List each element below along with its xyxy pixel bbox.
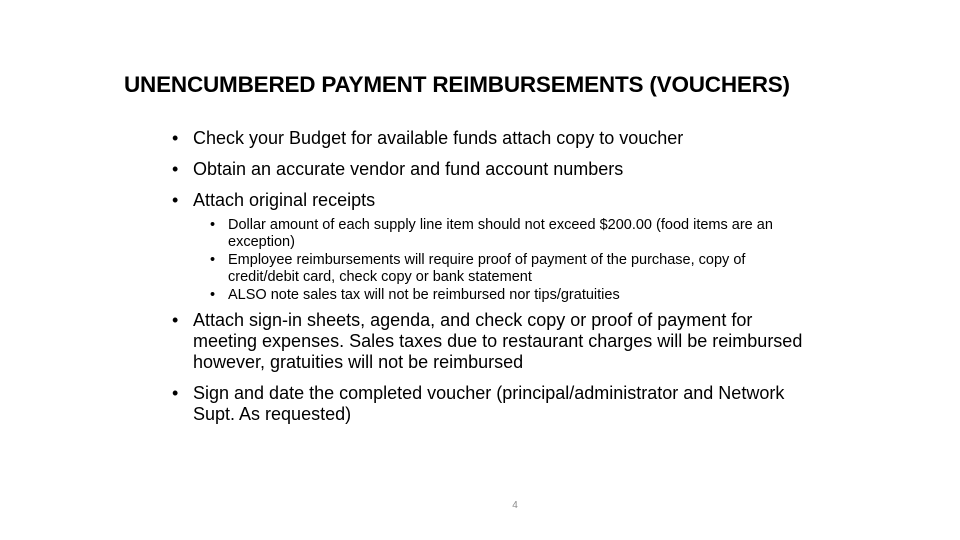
bullet-item: • Obtain an accurate vendor and fund account numbers bbox=[172, 159, 812, 180]
bullet-item: • Sign and date the completed voucher (principal/administrator and Network Supt. As requested) bbox=[172, 383, 812, 425]
page-number: 4 bbox=[512, 500, 518, 511]
sub-bullet-list bbox=[210, 217, 795, 304]
bullet-item: • Check your Budget for available funds attach copy to voucher bbox=[172, 128, 812, 149]
sub-bullet-item: • Dollar amount of each supply line item should not exceed $200.00 (food items are an exception) bbox=[210, 217, 795, 251]
sub-bullet-item: • ALSO note sales tax will not be reimbursed nor tips/gratuities bbox=[210, 287, 795, 304]
bullet-list bbox=[172, 128, 812, 435]
bullet-item: • Attach original receipts bbox=[172, 190, 812, 211]
bullet-item: • Attach sign-in sheets, agenda, and check copy or proof of payment for meeting expenses. Sales taxes due to restaurant charges will be reimbursed however, gratuities will not be reimbursed bbox=[172, 310, 812, 373]
sub-bullet-group bbox=[172, 217, 812, 304]
sub-bullet-item: • Employee reimbursements will require proof of payment of the purchase, copy of credit/debit card, check copy or bank statement bbox=[210, 252, 795, 286]
slide-title: UNENCUMBERED PAYMENT REIMBURSEMENTS (VOUCHERS) bbox=[124, 72, 790, 97]
